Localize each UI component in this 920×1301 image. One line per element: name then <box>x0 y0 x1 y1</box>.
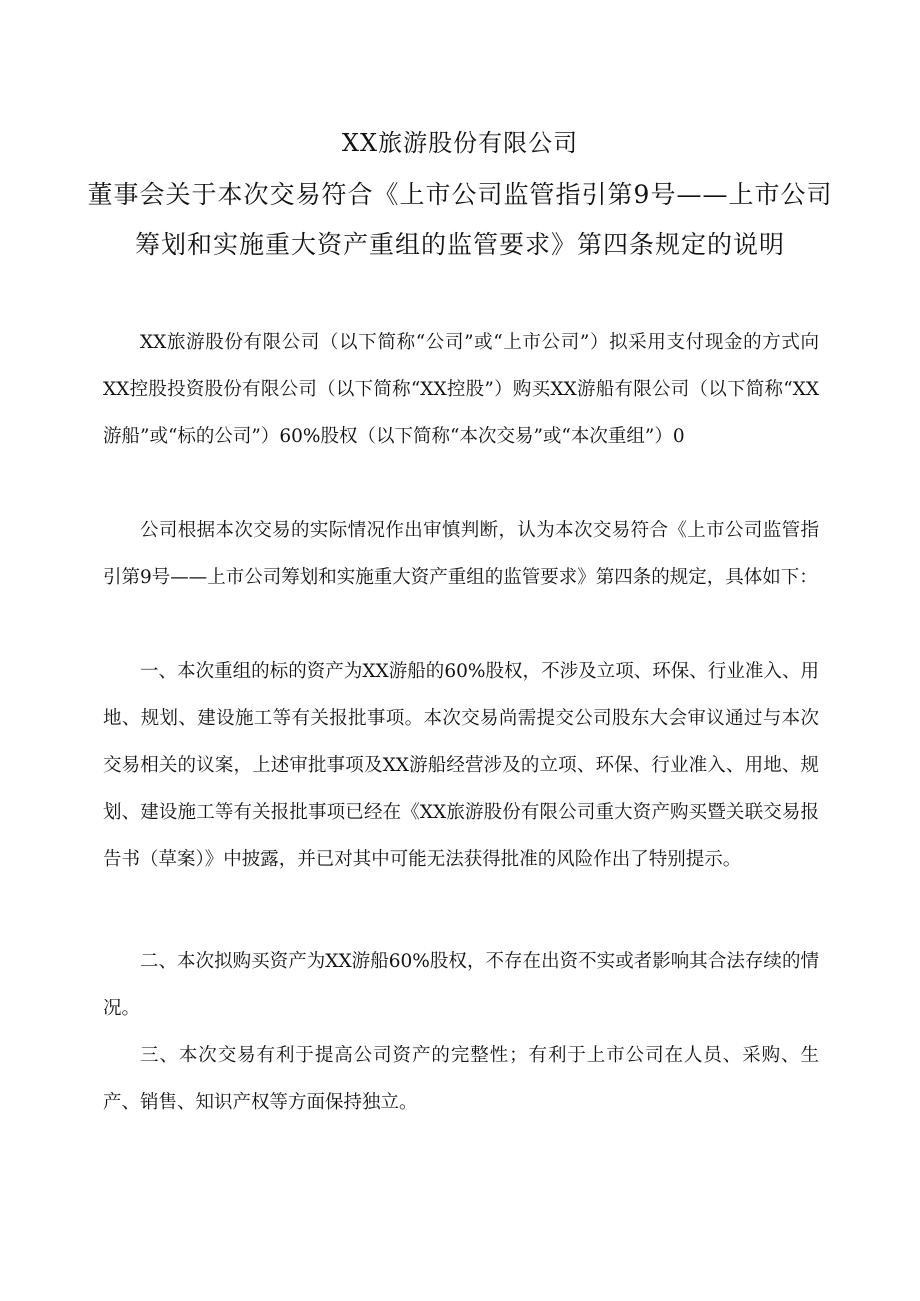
document-title-line-2: 筹划和实施重大资产重组的监管要求》第四条规定的说明 <box>134 230 785 259</box>
paragraph-judgment: 公司根据本次交易的实际情况作出审慎判断，认为本次交易符合《上市公司监管指引第9号——上市公司筹划和实施重大资产重组的监管要求》第四条的规定，具体如下： <box>103 520 819 588</box>
document-body-paragraph-1 <box>103 319 819 460</box>
paragraph-item-3: 三、本次交易有利于提高公司资产的完整性；有利于上市公司在人员、采购、生产、销售、知识产权等方面保持独立。 <box>103 1045 819 1113</box>
document-title-line-1: 董事会关于本次交易符合《上市公司监管指引第9号——上市公司 <box>87 180 833 209</box>
paragraph-item-2: 二、本次拟购买资产为XX游船60%股权，不存在出资不实或者影响其合法存续的情况。 <box>103 951 819 1019</box>
document-body-paragraph-2 <box>103 507 819 601</box>
document-body-paragraph-3 <box>103 648 819 883</box>
document-body-paragraph-5 <box>103 1032 819 1126</box>
company-title: XX旅游股份有限公司 <box>341 129 579 157</box>
paragraph-item-1: 一、本次重组的标的资产为XX游船的60%股权，不涉及立项、环保、行业准入、用地、规划、建设施工等有关报批事项。本次交易尚需提交公司股东大会审议通过与本次交易相关的议案，上述审批事项及XX游船经营涉及的立项、环保、行业准入、用地、规划、建设施工等有关报批事项已经在《XX旅游股份有限公司重大资产购买暨关联交易报告书（草案）》中披露，并已对其中可能无法获得批准的风险作出了特别提示。 <box>103 661 819 870</box>
paragraph-intro: XX旅游股份有限公司（以下简称“公司”或“上市公司”）拟采用支付现金的方式向XX控股投资股份有限公司（以下简称“XX控股”）购买XX游船有限公司（以下简称“XX游船”或“标的公司”）60%股权（以下简称“本次交易”或“本次重组”）0 <box>103 332 819 447</box>
document-body-paragraph-4 <box>103 938 819 1032</box>
